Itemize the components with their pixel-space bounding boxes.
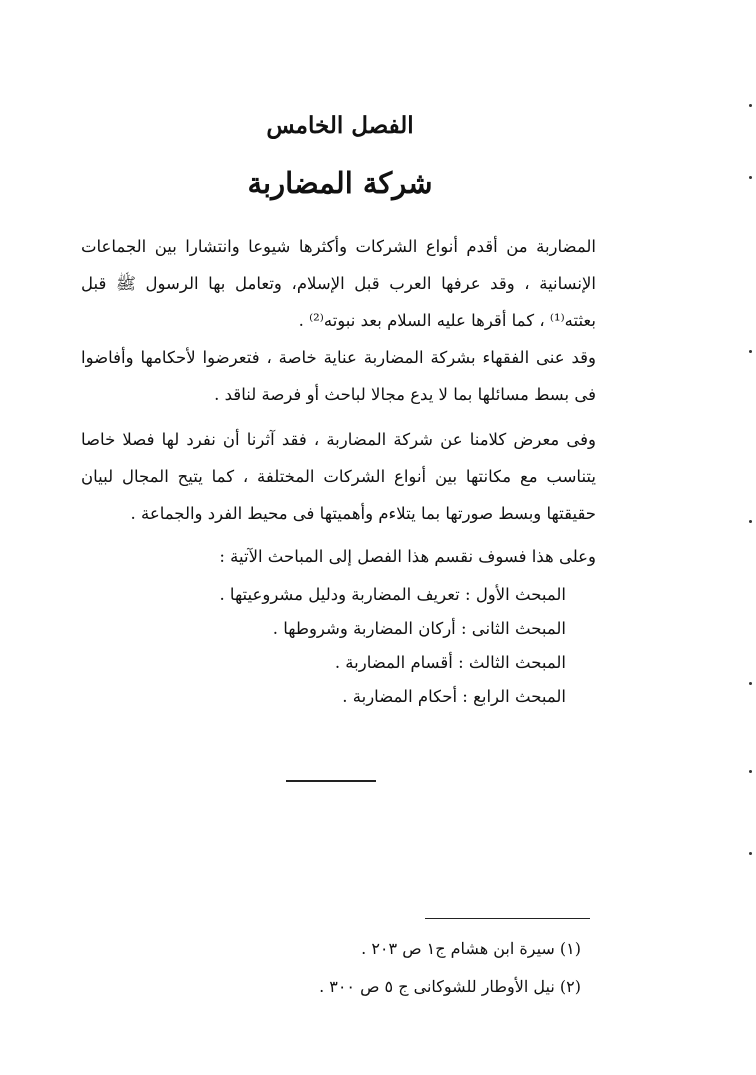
scan-speck [749,770,752,773]
footnote-item: (٢) نيل الأوطار للشوكانى ج ٥ ص ٣٠٠ . [319,977,581,996]
scan-speck [749,350,752,353]
footnote-item: (١) سيرة ابن هشام ج١ ص ٢٠٣ . [361,939,581,958]
footnotes-list [281,930,581,1006]
footnote-divider [425,918,590,919]
scan-speck [749,682,752,685]
section-end-divider [286,780,376,782]
topic-item: المبحث الرابع : أحكام المضاربة . [342,687,566,706]
chapter-title: الفصل الخامس [266,112,414,139]
topic-item: المبحث الثالث : أقسام المضاربة . [334,653,566,672]
paragraph-jurists: وقد عنى الفقهاء بشركة المضاربة عناية خاصة ، فتعرضوا لأحكامها وأفاضوا فى بسط مسائلها بما لا يدع مجالا لباحث أو فرصة لناقد . [81,348,596,404]
paragraph-outline-intro: وعلى هذا فسوف نقسم هذا الفصل إلى المباحث الآتية : [219,547,596,566]
scan-speck [749,520,752,523]
topic-item: المبحث الثانى : أركان المضاربة وشروطها . [272,619,566,638]
paragraph-context: وفى معرض كلامنا عن شركة المضاربة ، فقد آثرنا أن نفرد لها فصلا خاصا يتناسب مع مكانتها بين أنواع الشركات المختلفة ، كما يتيح المجال لبيان حقيقتها وبسط صورتها بما يتلاءم وأهميتها فى محيط الفرد والجماعة . [81,430,596,523]
topic-item: المبحث الأول : تعريف المضاربة ودليل مشروعيتها . [219,585,566,604]
scan-speck [749,176,752,179]
topics-list [166,578,566,714]
chapter-subtitle: شركة المضاربة [247,166,433,200]
scan-speck [749,104,752,107]
scan-speck [749,852,752,855]
paragraph-intro: المضاربة من أقدم أنواع الشركات وأكثرها شيوعا وانتشارا بين الجماعات الإنسانية ، وقد عرفها العرب قبل الإسلام، وتعامل بها الرسول ﷺ قبل بعثته⁽¹⁾ ، كما أقرها عليه السلام بعد نبوته⁽²⁾ . [81,237,596,330]
